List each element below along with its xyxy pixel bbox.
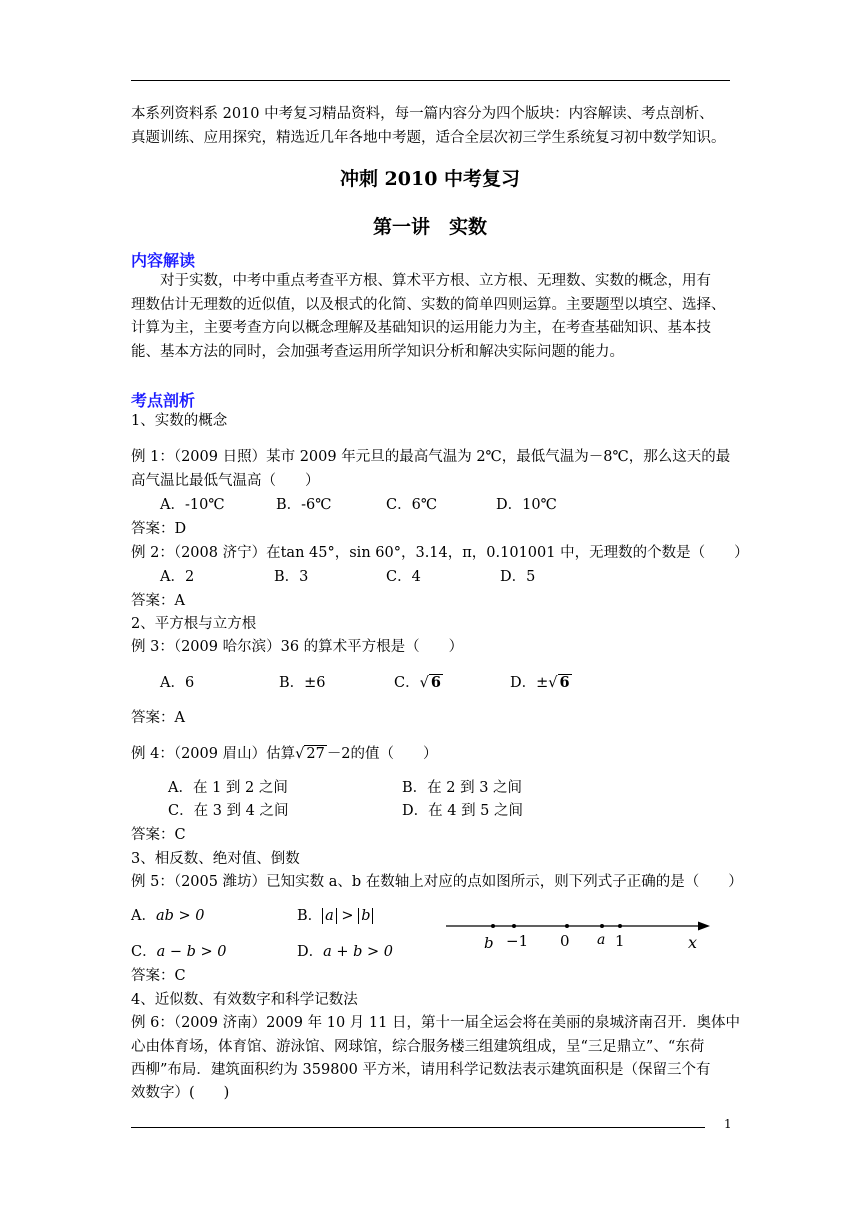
example-3-option-d-radicand: 6 [559, 674, 570, 691]
point-0 [565, 924, 569, 928]
intro-line-1: 本系列资料系 2010 中考复习精品资料，每一篇内容分为四个版块：内容解读、考点剖析、 [131, 106, 714, 122]
example-2-prefix: 例 2：（2008 济宁）在 [131, 545, 281, 561]
example-5-option-c-label: C． [131, 944, 157, 960]
example-6-line-4: 效数字）( ) [131, 1085, 230, 1101]
example-5-option-c [131, 942, 227, 962]
example-3-option-c-radicand: 6 [430, 674, 441, 691]
point-1 [618, 924, 622, 928]
example-4-minus: －2 [326, 746, 351, 762]
label-b: b [484, 934, 494, 952]
section-heading-content: 内容解读 [131, 251, 196, 270]
content-line-1: 对于实数，中考中重点考查平方根、算术平方根、立方根、无理数、实数的概念，用有 [160, 273, 711, 289]
example-6-line-2: 心由体育场，体育馆、游泳馆、网球馆，综合服务楼三组建筑组成，呈“三足鼎立”、“东荷 [131, 1039, 705, 1055]
label-minus-1: −1 [506, 932, 529, 950]
example-5-option-a [131, 906, 205, 926]
example-6-line-3: 西柳”布局．建筑面积约为 359800 平方米，请用科学记数法表示建筑面积是（保留三个有 [131, 1062, 711, 1078]
example-5-option-d-expr: a + b > 0 [323, 944, 394, 960]
content-line-3: 计算为主，主要考查方向以概念理解及基础知识的运用能力为主，在考查基础知识、基本技 [131, 320, 711, 336]
example-4-answer: 答案：C [131, 827, 186, 843]
example-4-radicand: 27 [306, 746, 325, 762]
example-1-option-c: C．6℃ [386, 497, 438, 513]
example-5-option-d [297, 942, 393, 962]
example-5-option-a-label: A． [131, 908, 156, 924]
example-3-option-c-label: C． [394, 675, 420, 691]
intro-line-2: 真题训练、应用探究，精选近几年各地中考题，适合全层次初三学生系统复习初中数学知识。 [131, 130, 726, 146]
topic-1: 1、实数的概念 [131, 413, 228, 429]
example-1-option-b: B．-6℃ [276, 497, 332, 513]
footer-rule [131, 1127, 705, 1128]
example-2-option-d: D．5 [500, 569, 536, 585]
example-2-stem [131, 543, 749, 563]
example-5-option-b-abs-b: b [358, 908, 373, 924]
lesson-title: 第一讲 实数 [372, 216, 487, 238]
example-2-sin: sin 60° [349, 545, 401, 561]
example-1-answer: 答案：D [131, 521, 187, 537]
example-3-option-c: C．√ 6 [394, 674, 441, 691]
example-2-option-b: B．3 [274, 569, 309, 585]
example-5-option-a-expr: ab > 0 [155, 908, 205, 924]
example-5-option-b-label: B． [297, 908, 323, 924]
example-1-option-a: A．-10℃ [160, 497, 225, 513]
example-3-option-d-label: D．± [510, 675, 549, 691]
example-3-option-a: A．6 [160, 675, 195, 691]
example-4-suffix: 的值（ ） [350, 746, 438, 762]
example-3-option-d: D．±√ 6 [510, 674, 570, 691]
example-1-line-1: 例 1：（2009 日照）某市 2009 年元旦的最高气温为 2℃，最低气温为－8℃，那么这天的最 [131, 449, 731, 465]
example-4-option-d: D．在 4 到 5 之间 [402, 803, 524, 819]
label-a: a [597, 932, 606, 948]
label-0: 0 [560, 932, 570, 950]
example-4-option-c: C．在 3 到 4 之间 [168, 803, 289, 819]
example-2-suffix: ，3.14，π，0.101001 中，无理数的个数是（ ） [400, 545, 749, 561]
axis-arrow-icon [698, 922, 710, 931]
example-4-option-a: A．在 1 到 2 之间 [168, 780, 288, 796]
topic-2: 2、平方根与立方根 [131, 616, 257, 632]
point-minus-1 [512, 924, 516, 928]
example-2-option-a: A．2 [160, 569, 195, 585]
example-5-option-d-label: D． [297, 944, 324, 960]
example-1-line-2: 高气温比最低气温高（ ） [131, 473, 320, 489]
example-4-prefix: 例 4：（2009 眉山）估算 [131, 746, 296, 762]
example-6-line-1: 例 6：（2009 济南）2009 年 10 月 11 日，第十一届全运会将在美丽的泉城济南召开．奥体中 [131, 1015, 740, 1031]
content-line-4: 能、基本方法的同时，会加强考查运用所学知识分析和解决实际问题的能力。 [131, 344, 624, 360]
number-line-figure [440, 910, 716, 958]
example-4-option-b: B．在 2 到 3 之间 [402, 780, 523, 796]
example-2-option-c: C．4 [386, 569, 421, 585]
label-1: 1 [615, 932, 625, 950]
example-5-stem: 例 5：（2005 潍坊）已知实数 a、b 在数轴上对应的点如图所示，则下列式子正确的是（ ） [131, 874, 743, 890]
content-line-2: 理数估计无理数的近似值，以及根式的化简、实数的简单四则运算。主要题型以填空、选择、 [131, 297, 726, 313]
point-b [491, 924, 495, 928]
example-1-option-d: D．10℃ [496, 497, 557, 513]
example-5-option-b-abs-a: a [322, 908, 337, 924]
document-title: 冲刺 2010 中考复习 [339, 168, 521, 190]
label-x: x [688, 933, 698, 952]
topic-3: 3、相反数、绝对值、倒数 [131, 851, 300, 867]
example-3-stem: 例 3：（2009 哈尔滨）36 的算术平方根是（ ） [131, 639, 464, 655]
example-2-sep: ， [334, 545, 350, 561]
point-a [600, 924, 604, 928]
example-5-answer: 答案：C [131, 968, 186, 984]
header-rule [131, 80, 730, 81]
page-number: 1 [724, 1117, 732, 1131]
example-4-stem: 例 4：（2009 眉山）估算√ 27 －2的值（ ） [131, 746, 438, 762]
example-3-answer: 答案：A [131, 710, 185, 726]
section-heading-analysis: 考点剖析 [131, 391, 196, 410]
example-2-answer: 答案：A [131, 593, 185, 609]
example-5-option-b [297, 906, 373, 926]
example-3-option-b: B．±6 [279, 675, 326, 691]
example-2-tan: tan 45° [280, 545, 335, 561]
topic-4: 4、近似数、有效数字和科学记数法 [131, 992, 358, 1008]
example-5-option-b-gt: > [336, 908, 359, 924]
example-5-option-c-expr: a − b > 0 [156, 944, 227, 960]
